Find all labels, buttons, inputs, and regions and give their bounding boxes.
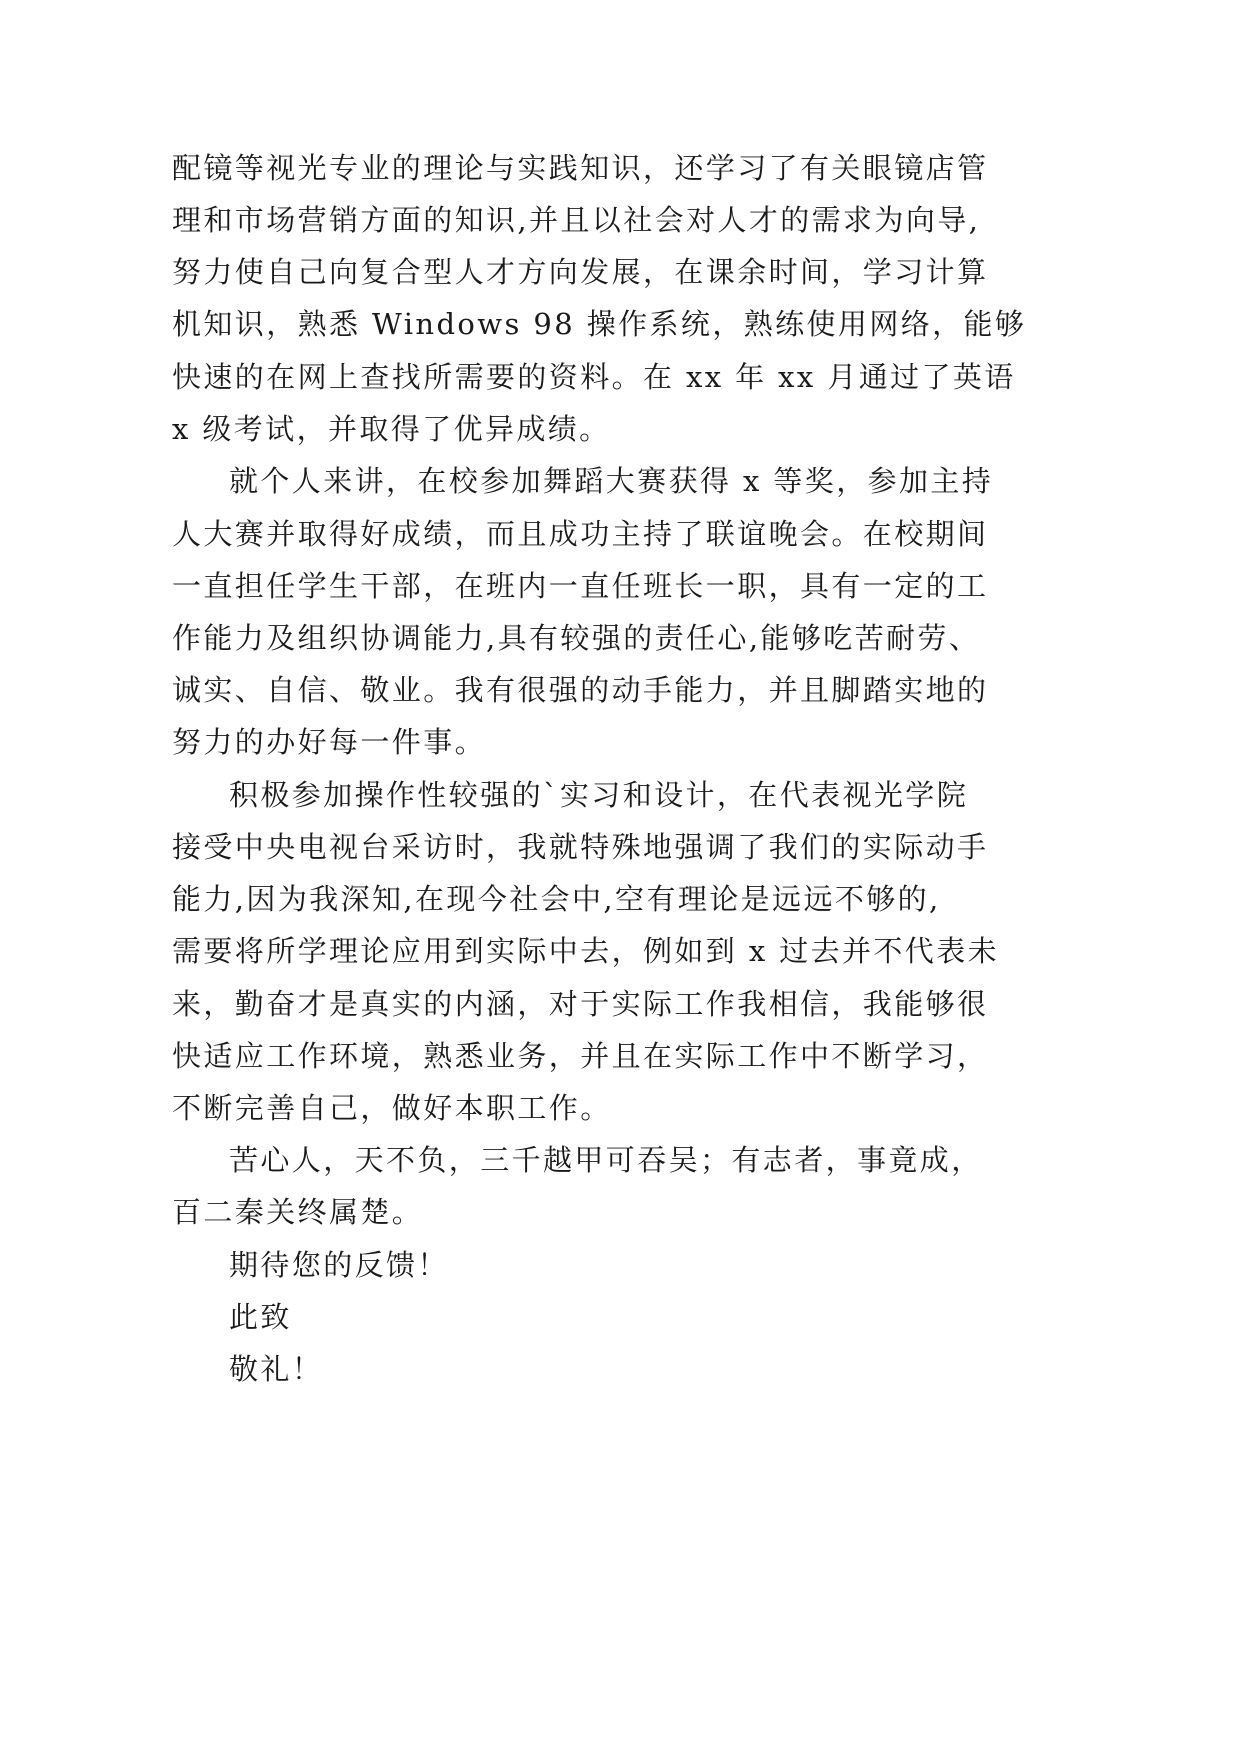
text-line: 诚实、自信、敬业。我有很强的动手能力，并且脚踏实地的 <box>172 673 989 707</box>
text-line: 接受中央电视台采访时，我就特殊地强调了我们的实际动手 <box>172 830 989 864</box>
text-line: 人大赛并取得好成绩，而且成功主持了联谊晚会。在校期间 <box>172 517 989 551</box>
text-line: 快适应工作环境，熟悉业务，并且在实际工作中不断学习， <box>172 1039 989 1073</box>
text-line: 配镜等视光专业的理论与实践知识，还学习了有关眼镜店管 <box>172 151 989 185</box>
text-line: 不断完善自己，做好本职工作。 <box>172 1091 612 1125</box>
text-line: 一直担任学生干部，在班内一直任班长一职，具有一定的工 <box>172 569 989 603</box>
text-line: 快速的在网上查找所需要的资料。在 xx 年 xx 月通过了英语 <box>172 360 1016 394</box>
closing-line: 期待您的反馈！ <box>229 1248 449 1282</box>
text-line: 作能力及组织协调能力,具有较强的责任心,能够吃苦耐劳、 <box>172 621 981 655</box>
paragraph-start-line: 苦心人，天不负，三千越甲可吞吴；有志者，事竟成， <box>229 1143 983 1177</box>
text-line: 来，勤奋才是真实的内涵，对于实际工作我相信，我能够很 <box>172 987 989 1021</box>
closing-regards: 敬礼！ <box>229 1352 324 1386</box>
text-line: 努力使自己向复合型人才方向发展，在课余时间，学习计算 <box>172 255 989 289</box>
text-line: 机知识，熟悉 Windows 98 操作系统，熟练使用网络，能够 <box>172 307 1027 341</box>
text-line: 百二秦关终属楚。 <box>172 1195 424 1229</box>
closing-salutation: 此致 <box>229 1300 292 1334</box>
text-line: 努力的办好每一件事。 <box>172 725 487 759</box>
text-line: 理和市场营销方面的知识,并且以社会对人才的需求为向导, <box>172 203 981 237</box>
text-line: 需要将所学理论应用到实际中去，例如到 x 过去并不代表未 <box>172 934 999 968</box>
paragraph-start-line: 就个人来讲，在校参加舞蹈大赛获得 x 等奖，参加主持 <box>229 464 994 498</box>
text-line: 能力,因为我深知,在现今社会中,空有理论是远远不够的, <box>172 882 941 916</box>
text-line: x 级考试，并取得了优异成绩。 <box>172 412 611 446</box>
paragraph-start-line: 积极参加操作性较强的`实习和设计，在代表视光学院 <box>229 778 969 812</box>
